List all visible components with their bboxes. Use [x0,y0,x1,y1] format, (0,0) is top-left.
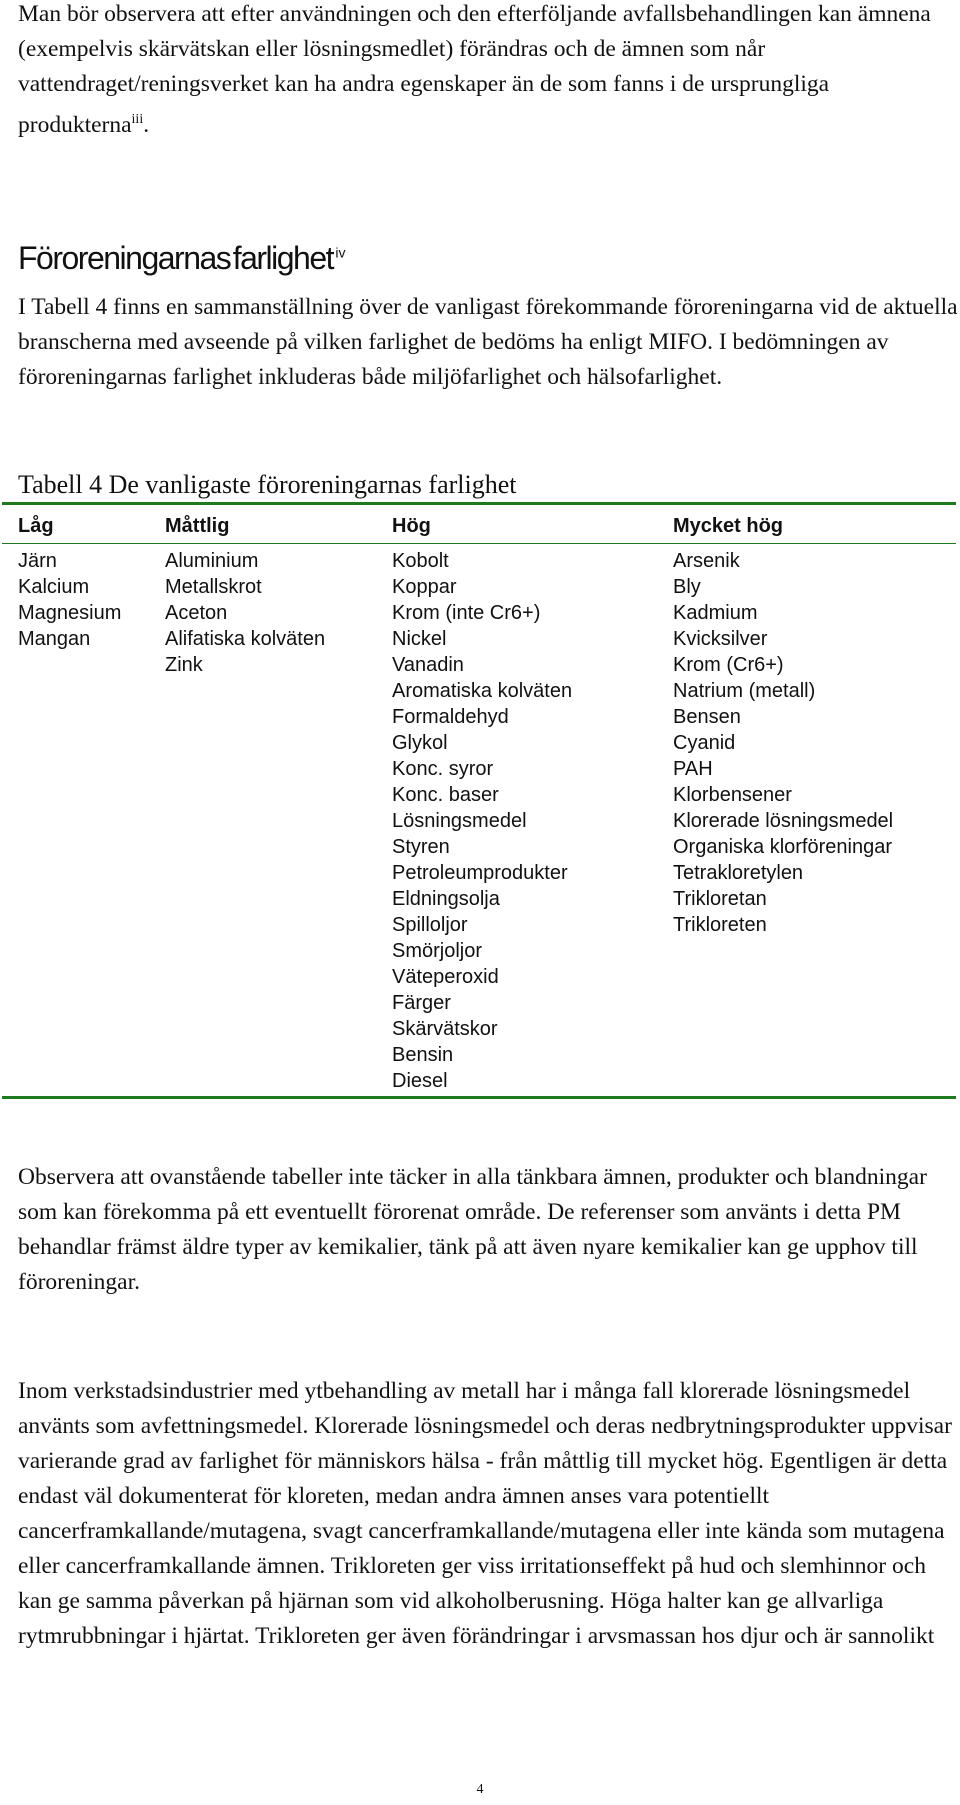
table-cell: Bensen [673,706,741,728]
table-cell: Trikloreten [673,914,767,936]
table-cell: Mangan [18,628,91,650]
table-cell: Tetrakloretylen [673,862,804,884]
table-cell [673,1016,956,1042]
table-cell [2,808,165,834]
table-cell: Färger [392,992,451,1014]
table-row [2,808,956,834]
table-cell: Koppar [392,576,457,598]
pollutant-table [2,502,956,1099]
table-cell [673,1042,956,1068]
table-cell [165,782,392,808]
table-cell [165,704,392,730]
table-row [2,756,956,782]
page-number: 4 [476,1782,484,1797]
table-cell [165,990,392,1016]
table-header-row [2,505,956,543]
table-row [2,1016,956,1042]
table-cell [2,730,165,756]
table-row [2,938,956,964]
table-bottom-rule [2,1096,956,1099]
table-cell: Arsenik [673,550,740,572]
table-cell: Spilloljor [392,914,468,936]
table-row [2,600,956,626]
table-cell [673,990,956,1016]
table-cell: Bensin [392,1044,454,1066]
table-cell: Kadmium [673,602,758,624]
table-cell: Petroleumprodukter [392,862,568,884]
table-cell: Klorerade lösningsmedel [673,810,894,832]
table-cell: Bly [673,576,701,598]
table-cell: Natrium (metall) [673,680,816,702]
table-row [2,912,956,938]
header-lag: Låg [18,515,54,537]
table-cell [2,886,165,912]
intro-paragraph-end: . [143,111,150,138]
table-cell: Organiska klorföreningar [673,836,892,858]
table-cell: Konc. syror [392,758,494,780]
table-row [2,860,956,886]
table-row [2,626,956,652]
table-cell: Klorbensener [673,784,792,806]
table-cell [2,912,165,938]
table-cell: Glykol [392,732,448,754]
table-row [2,964,956,990]
table-cell: Konc. baser [392,784,499,806]
table-cell [673,1068,956,1094]
table-cell: Styren [392,836,450,858]
table-row [2,704,956,730]
table-cell [2,704,165,730]
table-row [2,990,956,1016]
table-cell [165,756,392,782]
table-row [2,1042,956,1068]
table-row [2,782,956,808]
table-cell [2,1042,165,1068]
table-cell: Formaldehyd [392,706,509,728]
table-cell [165,730,392,756]
reference-iv: iv [335,244,346,261]
table-cell: Trikloretan [673,888,767,910]
table-cell: Magnesium [18,602,122,624]
section-heading-text: Föroreningarnas farlighet [18,240,334,276]
table-cell [165,938,392,964]
table-cell [2,652,165,678]
table-cell [2,1016,165,1042]
table-cell [2,782,165,808]
table-cell [165,834,392,860]
table-cell: Aluminium [165,550,259,572]
table-row [2,834,956,860]
table-cell [165,886,392,912]
table-cell: Alifatiska kolväten [165,628,326,650]
table-cell: Kalcium [18,576,90,598]
table-cell: Eldningsolja [392,888,500,910]
observe-paragraph: Observera att ovanstående tabeller inte täcker in alla tänkbara ämnen, produkter och blandningar som kan förekomma på ett eventuellt förorenat område. De referenser som använts i detta PM behandlar främst äldre typer av kemikalier, tänk på att även nyare kemikalier kan ge upphov till föroreningar. [18,1164,927,1295]
table-cell: PAH [673,758,713,780]
table-cell [2,938,165,964]
table-cell: Zink [165,654,203,676]
table-row [2,1068,956,1094]
table-cell: Kvicksilver [673,628,768,650]
table-cell [2,1068,165,1094]
table-cell [2,990,165,1016]
reference-iii: iii [131,112,144,127]
header-hog: Hög [392,515,431,537]
intro-paragraph-text: Man bör observera att efter användningen och den efterföljande avfallsbehandlingen kan ämnena (exempelvis skärvätskan eller lösningsmedlet) förändras och de ämnen som når vattendraget/reningsverket kan ha andra egenskaper än de som fanns i de ursprungliga produkterna [18,1,931,138]
section-paragraph: I Tabell 4 finns en sammanställning över de vanligast förekommande föroreningarna vid de aktuella branscherna med avseende på vilken farlighet de bedöms ha enligt MIFO. I bedömningen av föroreningarnas farlighet inkluderas både miljöfarlighet och hälsofarlighet. [18,294,958,390]
table-cell: Diesel [392,1070,448,1092]
table-cell: Krom (inte Cr6+) [392,602,541,624]
table-cell: Krom (Cr6+) [673,654,784,676]
table-cell: Aromatiska kolväten [392,680,573,702]
header-mattlig: Måttlig [165,515,230,537]
table-row [2,652,956,678]
table-cell [673,938,956,964]
table-cell: Nickel [392,628,447,650]
table-cell [165,678,392,704]
table-row [2,544,956,574]
table-cell: Kobolt [392,550,449,572]
table-cell: Lösningsmedel [392,810,527,832]
table-cell [165,860,392,886]
table-cell [2,678,165,704]
table-cell [165,1068,392,1094]
table-cell [2,834,165,860]
header-mycket-hog: Mycket hög [673,515,784,537]
table-cell: Väteperoxid [392,966,499,988]
table-row [2,574,956,600]
table-cell: Skärvätskor [392,1018,498,1040]
table-cell [165,1042,392,1068]
table-cell [2,860,165,886]
table-cell [165,912,392,938]
table-row [2,678,956,704]
section-heading [18,240,346,277]
table-cell [673,964,956,990]
table-row [2,730,956,756]
table-cell: Järn [18,550,57,572]
table-cell: Smörjoljor [392,940,483,962]
table-cell [165,1016,392,1042]
table-cell [165,964,392,990]
table-cell: Cyanid [673,732,736,754]
table-cell [2,964,165,990]
intro-paragraph [18,0,958,143]
table-cell [165,808,392,834]
table-row [2,886,956,912]
table-cell [2,756,165,782]
table-cell: Aceton [165,602,228,624]
table-cell: Vanadin [392,654,464,676]
table-cell: Metallskrot [165,576,262,598]
industry-paragraph: Inom verkstadsindustrier med ytbehandling av metall har i många fall klorerade lösningsmedel använts som avfettningsmedel. Klorerade lösningsmedel och deras nedbrytningsprodukter uppvisar varierande grad av farlighet för människors hälsa - från måttlig till mycket hög. Egentligen är detta endast väl dokumenterat för kloreten, medan andra ämnen anses vara potentiellt cancerframkallande/mutagena, svagt cancerframkallande/mutagena eller inte kända som mutagena eller cancerframkallande ämnen. Trikloreten ger viss irritationseffekt på hud och slemhinnor och kan ge samma påverkan på hjärnan som vid alkoholberusning. Höga halter kan ge allvarliga rytmrubbningar i hjärtat. Trikloreten ger även förändringar i arvsmassan hos djur och är sannolikt [18,1378,952,1649]
table-title: Tabell 4 De vanligaste föroreningarnas farlighet [18,470,517,499]
table-body [2,544,956,1094]
